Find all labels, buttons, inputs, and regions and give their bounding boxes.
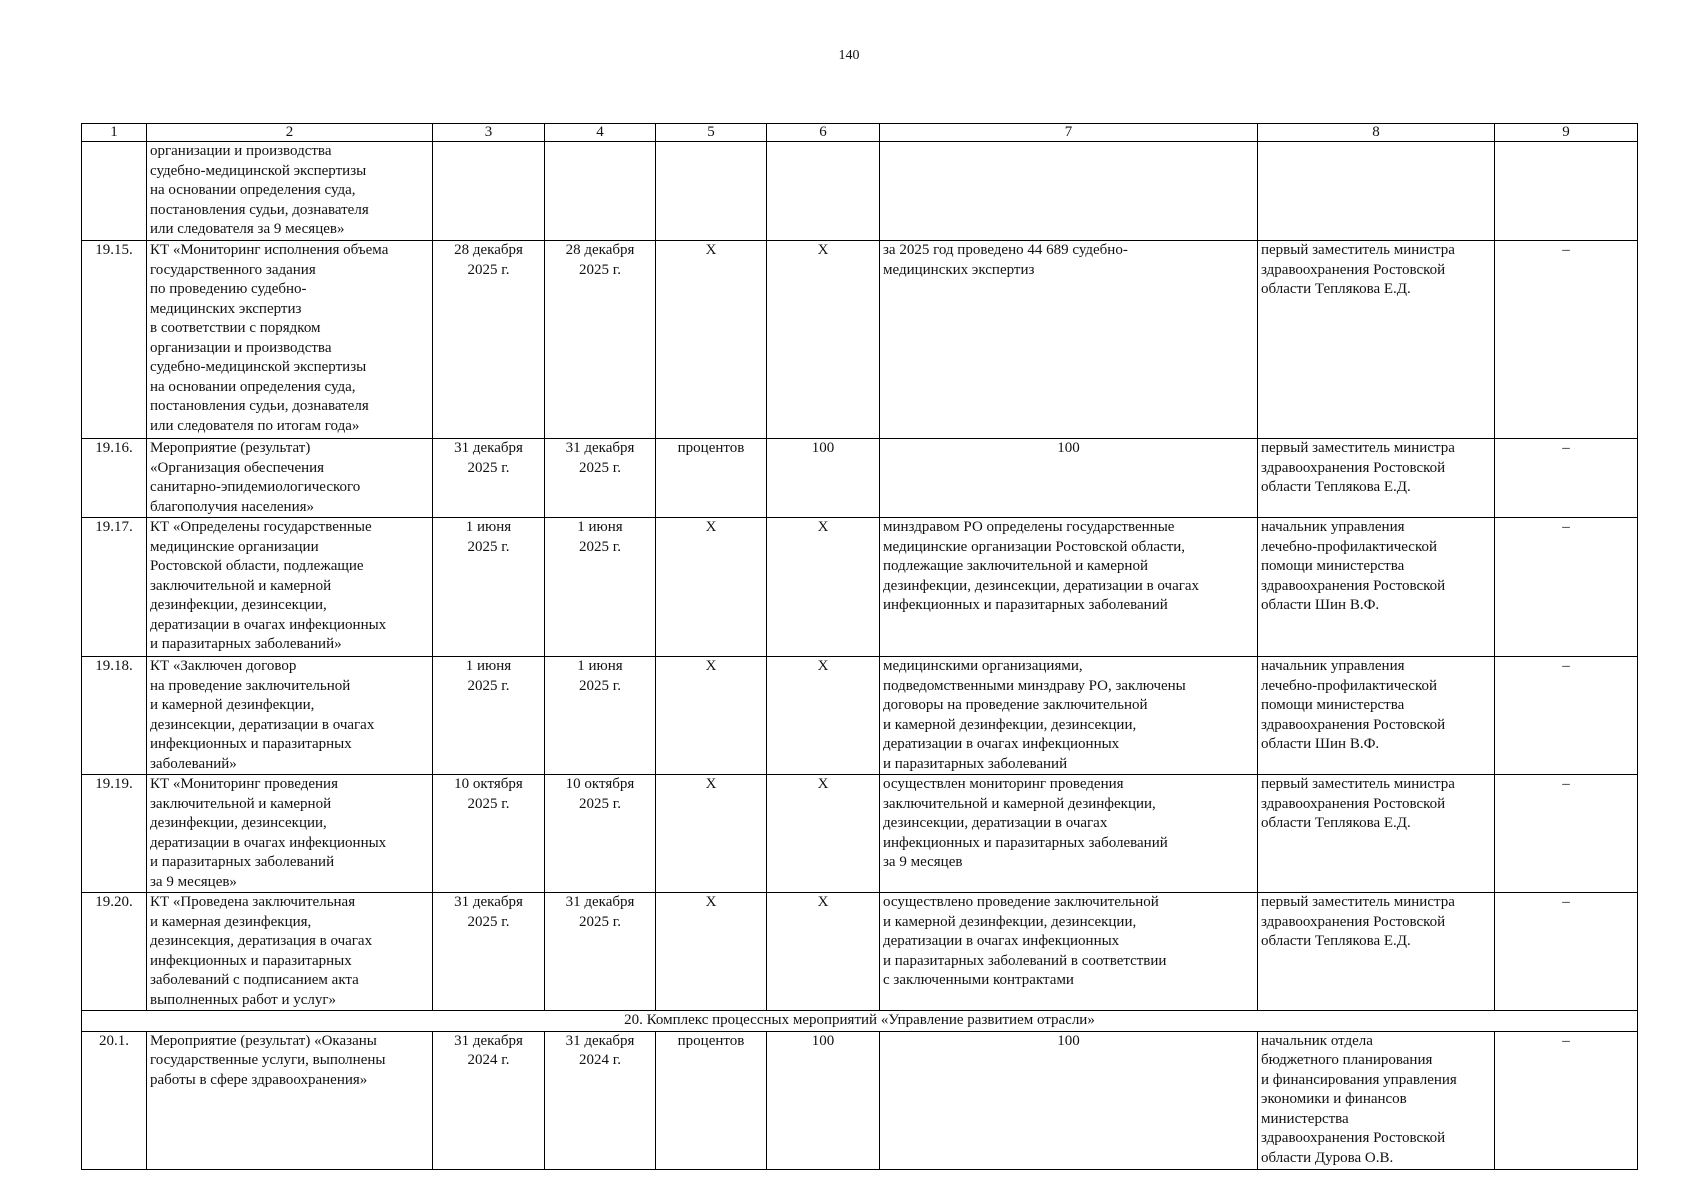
responsible-person-cell: первый заместитель министра здравоохранения Ростовской области Теплякова Е.Д. <box>1258 775 1495 893</box>
page-number: 140 <box>838 48 860 63</box>
item-name-cell: Мероприятие (результат) «Оказаны государственные услуги, выполнены работы в сфере здравоохранения» <box>147 1031 433 1169</box>
plan-value-cell: Х <box>767 518 880 657</box>
fact-date-cell: 31 декабря 2025 г. <box>545 439 656 518</box>
note-cell: – <box>1495 1031 1638 1169</box>
plan-value-cell: Х <box>767 657 880 775</box>
table-row <box>82 657 1638 775</box>
unit-cell: Х <box>656 518 767 657</box>
row-number-cell: 19.20. <box>82 893 147 1011</box>
responsible-person-cell: начальник управления лечебно-профилактической помощи министерства здравоохранения Ростовской области Шин В.Ф. <box>1258 657 1495 775</box>
plan-date-cell: 31 декабря 2024 г. <box>433 1031 545 1169</box>
row-number-cell: 20.1. <box>82 1031 147 1169</box>
plan-date-cell: 10 октября 2025 г. <box>433 775 545 893</box>
row-number-cell: 19.17. <box>82 518 147 657</box>
plan-date-cell <box>433 142 545 241</box>
fact-date-cell: 28 декабря 2025 г. <box>545 241 656 439</box>
plan-value-cell <box>767 142 880 241</box>
item-name-cell: КТ «Мониторинг исполнения объема государственного задания по проведению судебно- медицинских экспертиз в соответствии с порядком организации и производства судебно-медицинской экспертизы на основании определения суда, постановления судьи, дознавателя или следователя по итогам года» <box>147 241 433 439</box>
unit-cell: Х <box>656 657 767 775</box>
unit-cell: Х <box>656 775 767 893</box>
note-cell: – <box>1495 241 1638 439</box>
plan-value-cell: 100 <box>767 439 880 518</box>
result-text-cell: медицинскими организациями, подведомственными минздраву РО, заключены договоры на проведение заключительной и камерной дезинфекции, дезинсекции, дератизации в очагах инфекционных и паразитарных заболеваний <box>880 657 1258 775</box>
table-row <box>82 439 1638 518</box>
header-cell: 1 <box>82 124 147 142</box>
fact-date-cell: 10 октября 2025 г. <box>545 775 656 893</box>
table-row <box>82 142 1638 241</box>
item-name-cell: КТ «Мониторинг проведения заключительной и камерной дезинфекции, дезинсекции, дератизации в очагах инфекционных и паразитарных заболеваний за 9 месяцев» <box>147 775 433 893</box>
table-header-row <box>82 124 1638 142</box>
result-text-cell: минздравом РО определены государственные медицинские организации Ростовской области, подлежащие заключительной и камерной дезинфекции, дезинсекции, дератизации в очагах инфекционных и паразитарных заболеваний <box>880 518 1258 657</box>
unit-cell <box>656 142 767 241</box>
item-name-cell: организации и производства судебно-медицинской экспертизы на основании определения суда, постановления судьи, дознавателя или следователя за 9 месяцев» <box>147 142 433 241</box>
result-text-cell: осуществлено проведение заключительной и камерной дезинфекции, дезинсекции, дератизации в очагах инфекционных и паразитарных заболеваний в соответствии с заключенными контрактами <box>880 893 1258 1011</box>
header-cell: 2 <box>147 124 433 142</box>
result-text-cell: осуществлен мониторинг проведения заключительной и камерной дезинфекции, дезинсекции, дератизации в очагах инфекционных и паразитарных заболеваний за 9 месяцев <box>880 775 1258 893</box>
header-cell: 6 <box>767 124 880 142</box>
plan-date-cell: 28 декабря 2025 г. <box>433 241 545 439</box>
report-table <box>81 123 1638 1170</box>
fact-date-cell: 1 июня 2025 г. <box>545 657 656 775</box>
table-row <box>82 241 1638 439</box>
header-cell: 7 <box>880 124 1258 142</box>
plan-date-cell: 1 июня 2025 г. <box>433 518 545 657</box>
plan-value-cell: Х <box>767 893 880 1011</box>
plan-value-cell: Х <box>767 775 880 893</box>
fact-date-cell: 31 декабря 2025 г. <box>545 893 656 1011</box>
result-text-cell <box>880 142 1258 241</box>
table-row <box>82 1031 1638 1169</box>
plan-date-cell: 31 декабря 2025 г. <box>433 439 545 518</box>
result-text-cell: 100 <box>880 439 1258 518</box>
row-number-cell <box>82 142 147 241</box>
table-row <box>82 518 1638 657</box>
fact-date-cell: 31 декабря 2024 г. <box>545 1031 656 1169</box>
header-cell: 3 <box>433 124 545 142</box>
note-cell: – <box>1495 657 1638 775</box>
section-row <box>82 1011 1638 1032</box>
fact-date-cell <box>545 142 656 241</box>
note-cell: – <box>1495 518 1638 657</box>
note-cell: – <box>1495 775 1638 893</box>
unit-cell: Х <box>656 241 767 439</box>
row-number-cell: 19.18. <box>82 657 147 775</box>
unit-cell: процентов <box>656 439 767 518</box>
plan-value-cell: 100 <box>767 1031 880 1169</box>
responsible-person-cell: первый заместитель министра здравоохранения Ростовской области Теплякова Е.Д. <box>1258 439 1495 518</box>
note-cell: – <box>1495 439 1638 518</box>
header-cell: 8 <box>1258 124 1495 142</box>
plan-value-cell: Х <box>767 241 880 439</box>
table-row <box>82 893 1638 1011</box>
header-cell: 9 <box>1495 124 1638 142</box>
responsible-person-cell: первый заместитель министра здравоохранения Ростовской области Теплякова Е.Д. <box>1258 893 1495 1011</box>
plan-date-cell: 31 декабря 2025 г. <box>433 893 545 1011</box>
note-cell <box>1495 142 1638 241</box>
responsible-person-cell: первый заместитель министра здравоохранения Ростовской области Теплякова Е.Д. <box>1258 241 1495 439</box>
section-title: 20. Комплекс процессных мероприятий «Управление развитием отрасли» <box>82 1011 1638 1032</box>
responsible-person-cell <box>1258 142 1495 241</box>
item-name-cell: КТ «Проведена заключительная и камерная дезинфекция, дезинсекция, дератизация в очагах инфекционных и паразитарных заболеваний с подписанием акта выполненных работ и услуг» <box>147 893 433 1011</box>
unit-cell: Х <box>656 893 767 1011</box>
plan-date-cell: 1 июня 2025 г. <box>433 657 545 775</box>
row-number-cell: 19.15. <box>82 241 147 439</box>
result-text-cell: за 2025 год проведено 44 689 судебно- медицинских экспертиз <box>880 241 1258 439</box>
table-body <box>82 142 1638 1170</box>
unit-cell: процентов <box>656 1031 767 1169</box>
responsible-person-cell: начальник отдела бюджетного планирования и финансирования управления экономики и финансов министерства здравоохранения Ростовской области Дурова О.В. <box>1258 1031 1495 1169</box>
fact-date-cell: 1 июня 2025 г. <box>545 518 656 657</box>
row-number-cell: 19.16. <box>82 439 147 518</box>
header-cell: 5 <box>656 124 767 142</box>
result-text-cell: 100 <box>880 1031 1258 1169</box>
item-name-cell: Мероприятие (результат) «Организация обеспечения санитарно-эпидемиологического благополучия населения» <box>147 439 433 518</box>
table-row <box>82 775 1638 893</box>
item-name-cell: КТ «Определены государственные медицинские организации Ростовской области, подлежащие заключительной и камерной дезинфекции, дезинсекции, дератизации в очагах инфекционных и паразитарных заболеваний» <box>147 518 433 657</box>
header-cell: 4 <box>545 124 656 142</box>
note-cell: – <box>1495 893 1638 1011</box>
item-name-cell: КТ «Заключен договор на проведение заключительной и камерной дезинфекции, дезинсекции, дератизации в очагах инфекционных и паразитарных заболеваний» <box>147 657 433 775</box>
row-number-cell: 19.19. <box>82 775 147 893</box>
responsible-person-cell: начальник управления лечебно-профилактической помощи министерства здравоохранения Ростовской области Шин В.Ф. <box>1258 518 1495 657</box>
